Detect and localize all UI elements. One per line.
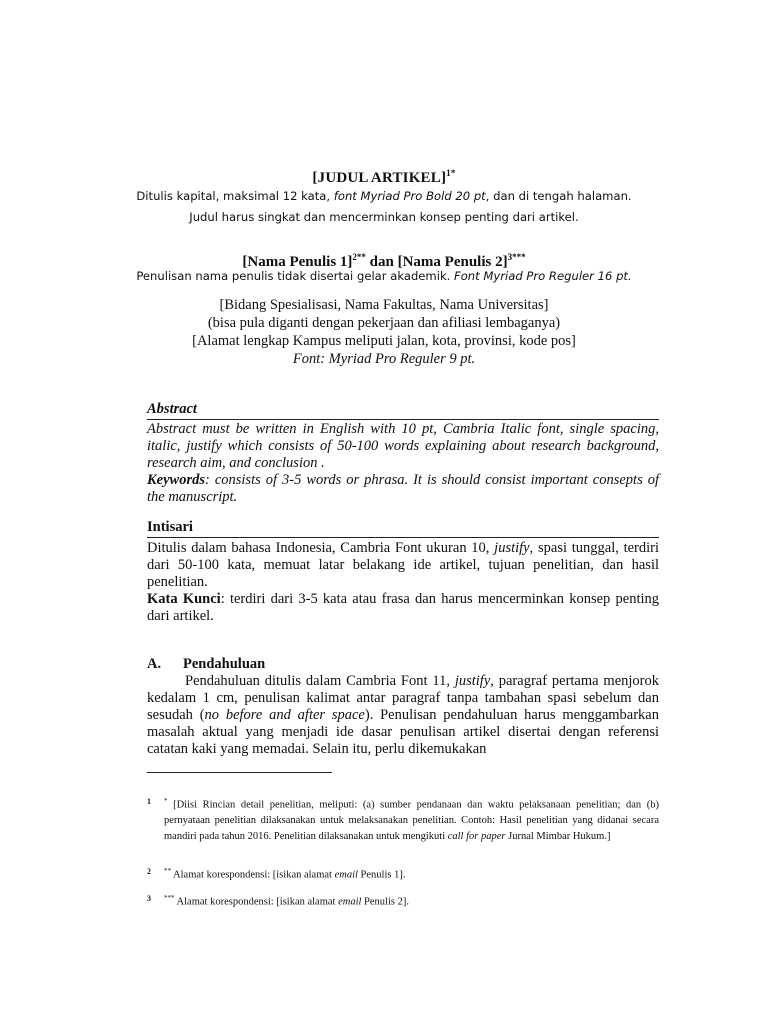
title-instruction-line1 [120,186,648,207]
abstract-keywords [147,472,659,506]
title-instruction [120,186,648,228]
footnote-3-number: 3 [147,894,151,903]
title-note-pre: Ditulis kapital, maksimal 12 kata, [136,189,334,203]
affiliation-line3: [Alamat lengkap Kampus meliputi jalan, kota, provinsi, kode pos] [192,333,576,349]
author-instruction [100,269,668,283]
affiliation-line2: (bisa pula diganti dengan pekerjaan dan afiliasi lembaganya) [207,315,561,331]
section-a-p-italic1: justify [454,673,491,689]
section-a-p-italic2: no before and after space [204,707,365,723]
author-2: [Nama Penulis 2] [397,254,508,270]
affiliation-block [120,296,648,368]
footnote-3 [147,891,659,910]
affiliation-line1: [Bidang Spesialisasi, Nama Fakultas, Nama Universitas] [219,297,549,313]
article-title [0,168,768,187]
intisari-kata-kunci [147,591,659,625]
footnote-1-sup: * [164,797,168,805]
author-note-pre: Penulisan nama penulis tidak disertai gelar akademik. [136,269,455,283]
abstract-heading: Abstract [147,401,659,420]
title-footnote-mark: 1* [446,168,456,178]
footnote-1-post: Jurnal Mimbar Hukum.] [505,830,611,842]
footnote-3-pre: Alamat korespondensi: [isikan alamat [174,896,339,908]
affiliation-line4: Font: Myriad Pro Reguler 9 pt. [292,351,476,367]
author-conjunction: dan [365,254,398,270]
footnote-1-body [164,794,659,844]
author-note-italic: Font Myriad Pro Reguler 16 pt. [454,269,632,283]
footnote-2-number: 2 [147,867,151,876]
footnote-3-italic: email [338,896,362,908]
author-1-mark: 2** [352,252,366,262]
intisari-body-italic: justify [494,540,530,556]
title-instruction-line2: Judul harus singkat dan mencerminkan konsep penting dari artikel. [189,210,579,224]
kata-kunci-label: Kata Kunci [147,591,221,607]
intisari-body [147,540,659,591]
section-a-p-post: ). Penulisan pendahuluan harus menggambarkan masalah aktual yang menjadi ide dasar penulisan artikel disertai dengan referensi catatan kaki yang memadai. Selain itu, perlu dikemukakan [147,707,659,757]
footnote-3-body [164,891,659,910]
section-a-title: Pendahuluan [183,656,266,672]
footnote-1 [147,794,659,844]
section-a-paragraph [147,673,659,758]
abstract-body: Abstract must be written in English with 10 pt, Cambria Italic font, single spacing, italic, justify which consists of 50-100 words explaining about research background, research aim, and conclusion . [147,421,659,471]
footnote-2-pre: Alamat korespondensi: [isikan alamat [171,869,335,881]
intisari-body-post: , spasi tunggal, terdiri dari 50-100 kata, memuat latar belakang ide artikel, tujuan penelitian, dan hasil penelitian. [147,540,660,590]
intisari-body-pre: Ditulis dalam bahasa Indonesia, Cambria Font ukuran 10, [147,540,495,556]
kata-kunci-body: : terdiri dari 3-5 kata atau frasa dan harus mencerminkan konsep penting dari artikel. [147,591,659,624]
author-2-mark: 3*** [507,252,526,262]
footnote-2-italic: email [334,869,358,881]
footnote-3-sup: *** [164,894,175,902]
section-a-p-pre: Pendahuluan ditulis dalam Cambria Font 11, [185,673,455,689]
section-a-p-mid: , paragraf pertama menjorok kedalam 1 cm, penulisan kalimat antar paragraf tanpa tambahan spasi sebelum dan sesudah ( [147,673,660,723]
footnote-1-number: 1 [147,797,151,806]
footnote-2-post: Penulis 1]. [357,869,406,881]
footnote-2-body [164,864,659,883]
section-a-number: A. [147,656,162,672]
keywords-label: Keywords [147,472,205,488]
footnote-separator [147,772,332,773]
author-1: [Nama Penulis 1] [242,254,353,270]
footnote-3-post: Penulis 2]. [361,896,409,908]
intisari-heading: Intisari [147,519,659,538]
footnote-2-sup: ** [164,867,171,875]
title-note-italic: font Myriad Pro Bold 20 pt [333,189,486,203]
footnote-2 [147,864,659,883]
keywords-body: : consists of 3-5 words or phrasa. It is should consist important consepts of the manuscript. [147,472,659,505]
footnote-1-italic: call for paper [447,830,506,842]
title-note-post: , dan di tengah halaman. [485,189,632,203]
title-text: [JUDUL ARTIKEL] [312,170,447,186]
section-a-heading [147,656,265,673]
footnote-1-pre: [Diisi Rincian detail penelitian, meliputi: (a) sumber pendanaan dan waktu pelaksanaan penelitian; dan (b) pernyataan penelitian dilaksanakan untuk melaksanakan penelitian. Contoh: Hasil penelitian yang didanai secara mandiri pada tahun 2016. Penelitian dilaksanakan untuk mengikuti [164,799,659,842]
